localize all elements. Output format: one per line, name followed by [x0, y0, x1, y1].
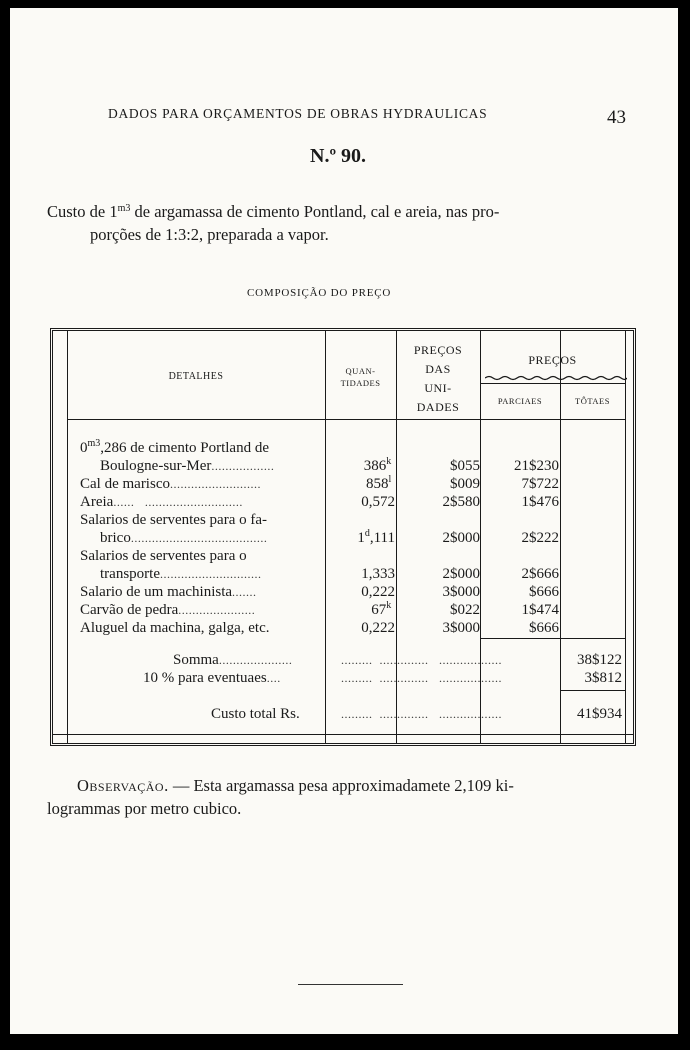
row-unit-price: $009: [450, 476, 480, 492]
row-partial: $666: [529, 584, 559, 600]
intro-line-2: porções de 1:3:2, preparada a vapor.: [90, 225, 329, 244]
row-desc-text: transporte: [100, 566, 160, 582]
row-desc-text: Areia: [80, 494, 114, 510]
row-desc-text: Boulogne-sur-Mer: [100, 458, 212, 474]
qty-value: 386: [363, 458, 387, 474]
custo-row: [53, 705, 633, 723]
intro-sup: m3: [117, 203, 131, 214]
eventuaes-text: 10 % para eventuaes: [143, 670, 267, 686]
intro-paragraph: [47, 200, 639, 246]
header-quantities-line: TIDADES: [340, 378, 381, 388]
row-qty: [329, 529, 395, 547]
dot-leader: ......... .............. ..................: [341, 707, 502, 721]
bottom-rule: [53, 734, 633, 735]
row-qty: 0,572: [361, 494, 395, 510]
table-row: [53, 565, 633, 583]
running-title: DADOS PARA ORÇAMENTOS DE OBRAS HYDRAULICAS: [108, 106, 488, 121]
row-desc: Boulogne-sur-Mer..................: [100, 458, 275, 474]
row-desc: Salario de um machinista.......: [80, 584, 257, 600]
intro-line-1: [47, 200, 639, 223]
row-partial: 1$476: [521, 494, 559, 510]
somma-row: [53, 651, 633, 669]
row-desc: Carvão de pedra......................: [80, 602, 256, 618]
qty-value: 67: [371, 602, 387, 618]
header-unit-line: UNI-: [424, 381, 452, 395]
qty-value: 858: [365, 476, 389, 492]
row-unit-price: 3$000: [442, 584, 480, 600]
row-partial: 7$722: [521, 476, 559, 492]
subtotal-rule: [480, 638, 625, 639]
header-quantities-line: QUAN-: [345, 366, 376, 376]
prices-subheader-rule: [480, 383, 625, 384]
section-title: COMPOSIÇÃO DO PREÇO: [247, 287, 392, 299]
row-desc: Cal de marisco..........................: [80, 476, 261, 492]
row-partial: 1$474: [521, 602, 559, 618]
observation-note: [47, 774, 639, 820]
row-desc-text: Salario de um machinista: [80, 584, 233, 600]
row-unit-price: $055: [450, 458, 480, 474]
header-unit-line: DAS: [425, 362, 451, 376]
row-desc-text: Carvão de pedra: [80, 602, 179, 618]
intro-text-b: de argamassa de cimento Pontland, cal e areia, nas pro-: [130, 202, 500, 221]
row-desc: Salarios de serventes para o fa-: [80, 512, 268, 528]
table-row: [53, 601, 633, 619]
dot-leader: ......... .............. ..................: [341, 653, 502, 667]
header-quantities: [325, 365, 396, 389]
price-table: [50, 328, 636, 746]
row-qty: [329, 457, 395, 475]
header-unit-line: DADES: [416, 400, 460, 414]
table-row: [53, 547, 633, 565]
header-partial: PARCIAES: [497, 396, 543, 406]
table-row: [53, 511, 633, 529]
row-desc-text: brico: [100, 530, 131, 546]
table-row: [53, 439, 633, 457]
header-details: DETALHES: [168, 371, 224, 382]
row-desc: transporte.............................: [100, 566, 262, 582]
qty-unit: d: [364, 528, 370, 539]
row-desc: [80, 439, 269, 457]
row-unit-price: 2$000: [442, 530, 480, 546]
row-partial: 2$666: [521, 566, 559, 582]
table-row: [53, 583, 633, 601]
header-totals: TÔTAES: [575, 396, 610, 406]
table-row: [53, 457, 633, 475]
footer-rule: [298, 984, 403, 985]
row-desc-text: ,286 de cimento Portland de: [100, 440, 269, 456]
row-partial: 21$230: [514, 458, 559, 474]
row-unit-price: $022: [450, 602, 480, 618]
somma-text: Somma: [173, 652, 219, 668]
table-row: [53, 475, 633, 493]
eventuaes-total: 3$812: [584, 670, 622, 686]
table-row: [53, 529, 633, 547]
book-page: [10, 8, 678, 1034]
wavy-rule: [485, 375, 627, 381]
somma-total: 38$122: [577, 652, 622, 668]
note-text: — Esta argamassa pesa approximadamete 2,109 ki-: [168, 776, 514, 795]
qty-value: 1: [357, 530, 365, 546]
eventuaes-label: 10 % para eventuaes....: [143, 670, 281, 686]
row-qty: [329, 475, 395, 493]
row-desc-sup: m3: [87, 438, 101, 449]
header-prices: PREÇOS: [528, 353, 577, 367]
note-line-1: [47, 774, 639, 797]
row-unit-price: 2$000: [442, 566, 480, 582]
qty-unit: k: [386, 456, 392, 467]
somma-label: Somma.....................: [173, 652, 293, 668]
total-rule: [560, 690, 625, 691]
dot-leader: ......... .............. ..................: [341, 671, 502, 685]
row-qty: [329, 601, 395, 619]
intro-text-a: Custo de 1: [47, 202, 118, 221]
table-row: [53, 619, 633, 637]
row-desc-text: Cal de marisco: [80, 476, 170, 492]
table-row: [53, 493, 633, 511]
header-unit-line: PREÇOS: [413, 343, 463, 357]
note-label: Observação.: [77, 776, 169, 795]
note-line-2: logrammas por metro cubico.: [47, 799, 242, 818]
row-desc: brico.......................................: [100, 530, 268, 546]
row-desc: Areia...... ............................: [80, 494, 243, 510]
row-desc: Aluguel da machina, galga, etc.: [80, 620, 270, 636]
row-qty: 0,222: [361, 620, 395, 636]
row-unit-price: 3$000: [442, 620, 480, 636]
custo-label: Custo total Rs.: [211, 706, 300, 722]
row-qty: 0,222: [361, 584, 395, 600]
eventuaes-row: [53, 669, 633, 687]
row-partial: 2$222: [521, 530, 559, 546]
page-number: 43: [607, 107, 626, 128]
qty-unit: k: [386, 600, 392, 611]
row-qty: 1,333: [361, 566, 395, 582]
qty-unit: l: [388, 474, 392, 485]
row-desc: Salarios de serventes para o: [80, 548, 247, 564]
row-desc-text: 0: [80, 440, 88, 456]
header-unit-prices: [396, 341, 480, 417]
custo-total: 41$934: [577, 706, 622, 722]
qty-value-b: ,111: [369, 530, 395, 546]
header-rule: [67, 419, 625, 420]
row-partial: $666: [529, 620, 559, 636]
article-number: N.º 90.: [310, 145, 367, 167]
row-unit-price: 2$580: [442, 494, 480, 510]
